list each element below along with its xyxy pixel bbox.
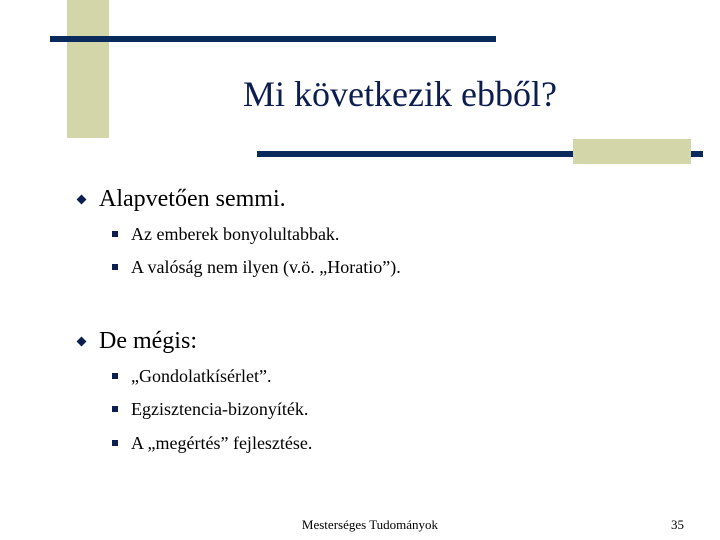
sub-bullet-text: A valóság nem ilyen (v.ö. „Horatio”). — [131, 257, 401, 277]
sub-bullet-item — [112, 364, 271, 388]
left-pattern-strip — [0, 0, 50, 540]
sub-bullet-item — [112, 222, 339, 246]
decor-rule-top — [50, 36, 496, 42]
diamond-bullet-icon — [77, 194, 87, 204]
slide-title: Mi következik ebből? — [243, 74, 557, 114]
bullet-item — [78, 184, 286, 214]
slide-footer: Mesterséges Tudományok — [301, 517, 439, 532]
sub-bullet-item — [112, 255, 401, 279]
bullet-text: Alapvetően semmi. — [99, 186, 286, 212]
sub-bullet-text: „Gondolatkísérlet”. — [131, 366, 272, 386]
sub-bullet-text: Az emberek bonyolultabbak. — [131, 224, 340, 244]
diamond-bullet-icon — [77, 336, 87, 346]
bullet-text: De mégis: — [99, 328, 197, 354]
sub-bullet-text: Egzisztencia-bizonyíték. — [131, 399, 309, 419]
sub-bullet-item — [112, 431, 312, 455]
square-bullet-icon — [112, 264, 118, 270]
page-number: 35 — [671, 517, 684, 532]
sub-bullet-text: A „megértés” fejlesztése. — [131, 433, 313, 453]
sub-bullet-item — [112, 397, 308, 421]
bullet-item — [78, 326, 197, 356]
square-bullet-icon — [112, 440, 118, 446]
square-bullet-icon — [112, 231, 118, 237]
square-bullet-icon — [112, 406, 118, 412]
decor-olive-block-left — [67, 0, 109, 138]
square-bullet-icon — [112, 373, 118, 379]
decor-olive-block-right — [573, 139, 691, 164]
